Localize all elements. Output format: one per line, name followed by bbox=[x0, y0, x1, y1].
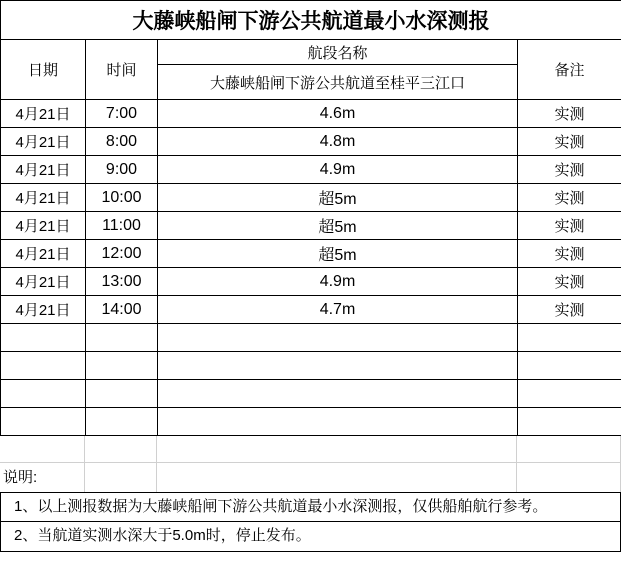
table-row bbox=[1, 156, 621, 184]
empty-cell bbox=[1, 380, 86, 408]
empty-cell bbox=[86, 408, 158, 436]
empty-cell bbox=[1, 408, 86, 436]
time-cell: 7:00 bbox=[86, 100, 158, 128]
remark-cell: 实测 bbox=[518, 212, 621, 240]
remark-cell: 实测 bbox=[518, 100, 621, 128]
empty-cell bbox=[518, 380, 621, 408]
depth-cell: 4.8m bbox=[158, 128, 518, 156]
grid-cell bbox=[85, 463, 157, 492]
col-header-time: 时间 bbox=[86, 40, 158, 100]
remark-cell: 实测 bbox=[518, 184, 621, 212]
notes-label: 说明: bbox=[0, 463, 85, 492]
time-cell: 12:00 bbox=[86, 240, 158, 268]
spreadsheet-grid-area bbox=[0, 436, 621, 492]
depth-cell: 超5m bbox=[158, 240, 518, 268]
remark-cell: 实测 bbox=[518, 240, 621, 268]
grid-cell bbox=[85, 436, 157, 463]
grid-cell bbox=[0, 436, 85, 463]
time-cell: 10:00 bbox=[86, 184, 158, 212]
table-row bbox=[1, 268, 621, 296]
empty-cell bbox=[86, 324, 158, 352]
col-header-section: 航段名称 bbox=[158, 40, 518, 65]
notes-label-row bbox=[0, 463, 621, 492]
date-cell: 4月21日 bbox=[1, 296, 86, 324]
empty-cell bbox=[86, 352, 158, 380]
empty-table-row bbox=[1, 380, 621, 408]
empty-table-row bbox=[1, 408, 621, 436]
empty-cell bbox=[86, 380, 158, 408]
time-cell: 11:00 bbox=[86, 212, 158, 240]
table-row bbox=[1, 100, 621, 128]
col-header-remark: 备注 bbox=[518, 40, 621, 100]
empty-cell bbox=[158, 408, 518, 436]
empty-table-row bbox=[1, 324, 621, 352]
empty-cell bbox=[518, 324, 621, 352]
depth-cell: 4.9m bbox=[158, 268, 518, 296]
title-row bbox=[1, 1, 621, 40]
remark-cell: 实测 bbox=[518, 156, 621, 184]
date-cell: 4月21日 bbox=[1, 212, 86, 240]
depth-cell: 4.6m bbox=[158, 100, 518, 128]
remark-cell: 实测 bbox=[518, 296, 621, 324]
time-cell: 9:00 bbox=[86, 156, 158, 184]
note-line-2: 2、当航道实测水深大于5.0m时，停止发布。 bbox=[0, 522, 621, 552]
depth-cell: 4.9m bbox=[158, 156, 518, 184]
date-cell: 4月21日 bbox=[1, 156, 86, 184]
empty-cell bbox=[1, 324, 86, 352]
grid-empty-row bbox=[0, 436, 621, 463]
header-row bbox=[1, 40, 621, 65]
note-line-1: 1、以上测报数据为大藤峡船闸下游公共航道最小水深测报，仅供船舶航行参考。 bbox=[0, 492, 621, 522]
depth-cell: 超5m bbox=[158, 212, 518, 240]
table-row bbox=[1, 240, 621, 268]
empty-cell bbox=[158, 324, 518, 352]
grid-cell bbox=[517, 436, 621, 463]
empty-cell bbox=[518, 352, 621, 380]
date-cell: 4月21日 bbox=[1, 128, 86, 156]
empty-cell bbox=[1, 352, 86, 380]
date-cell: 4月21日 bbox=[1, 100, 86, 128]
empty-cell bbox=[158, 352, 518, 380]
depth-cell: 4.7m bbox=[158, 296, 518, 324]
depth-cell: 超5m bbox=[158, 184, 518, 212]
time-cell: 14:00 bbox=[86, 296, 158, 324]
table-row bbox=[1, 296, 621, 324]
time-cell: 13:00 bbox=[86, 268, 158, 296]
table-row bbox=[1, 184, 621, 212]
notes-section bbox=[0, 492, 621, 552]
empty-table-row bbox=[1, 352, 621, 380]
table-row bbox=[1, 128, 621, 156]
empty-cell bbox=[518, 408, 621, 436]
empty-cell bbox=[158, 380, 518, 408]
remark-cell: 实测 bbox=[518, 128, 621, 156]
col-header-date: 日期 bbox=[1, 40, 86, 100]
col-header-route: 大藤峡船闸下游公共航道至桂平三江口 bbox=[158, 65, 518, 100]
date-cell: 4月21日 bbox=[1, 184, 86, 212]
table-row bbox=[1, 212, 621, 240]
grid-cell bbox=[157, 436, 517, 463]
remark-cell: 实测 bbox=[518, 268, 621, 296]
grid-cell bbox=[157, 463, 517, 492]
date-cell: 4月21日 bbox=[1, 240, 86, 268]
date-cell: 4月21日 bbox=[1, 268, 86, 296]
time-cell: 8:00 bbox=[86, 128, 158, 156]
page-title: 大藤峡船闸下游公共航道最小水深测报 bbox=[1, 1, 621, 40]
grid-cell bbox=[517, 463, 621, 492]
